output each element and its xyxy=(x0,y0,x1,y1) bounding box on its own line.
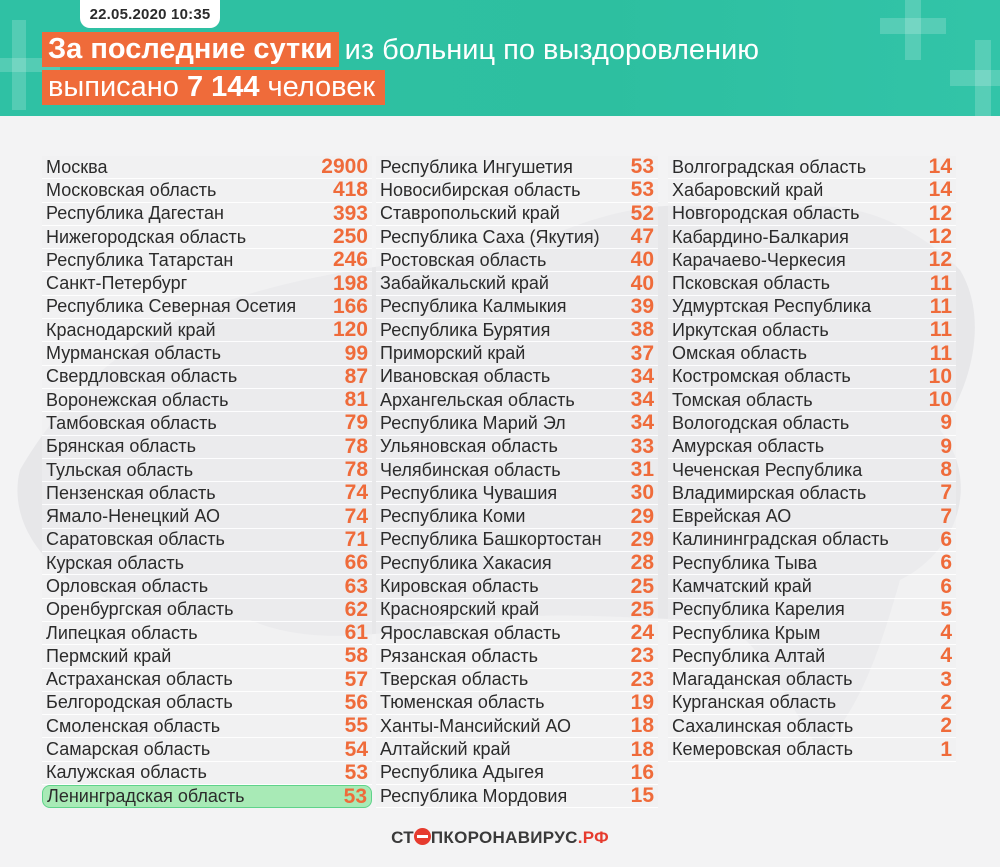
region-name: Брянская область xyxy=(46,436,196,457)
region-row xyxy=(668,575,956,598)
region-row xyxy=(668,505,956,528)
region-row xyxy=(668,296,956,319)
region-value: 25 xyxy=(630,574,654,598)
region-value: 250 xyxy=(332,225,368,249)
region-value: 52 xyxy=(630,201,654,225)
region-value: 166 xyxy=(332,294,368,318)
region-row xyxy=(668,272,956,295)
region-name: Республика Башкортостан xyxy=(380,529,602,550)
region-value: 55 xyxy=(344,714,368,738)
region-value: 2 xyxy=(940,714,952,738)
region-name: Санкт-Петербург xyxy=(46,273,188,294)
region-value: 7 xyxy=(940,481,952,505)
region-name: Вологодская область xyxy=(672,412,850,433)
stopcoronavirus-logo xyxy=(0,828,1000,848)
region-value: 11 xyxy=(929,341,952,365)
region-row xyxy=(376,226,658,249)
logo-text-main: ПКОРОНАВИРУС xyxy=(430,828,578,847)
region-row xyxy=(668,319,956,342)
region-name: Забайкальский край xyxy=(380,273,549,294)
region-value: 66 xyxy=(344,551,368,575)
region-value: 56 xyxy=(344,690,368,714)
region-value: 16 xyxy=(630,760,654,784)
region-row xyxy=(42,785,372,808)
decorative-cross xyxy=(950,70,1000,86)
region-row xyxy=(376,412,658,435)
region-name: Ямало-Ненецкий АО xyxy=(46,506,220,527)
region-value: 9 xyxy=(940,411,952,435)
region-value: 25 xyxy=(630,597,654,621)
region-row xyxy=(376,459,658,482)
region-name: Республика Саха (Якутия) xyxy=(380,226,600,247)
headline-prefix: выписано xyxy=(48,71,179,103)
region-name: Хабаровский край xyxy=(672,179,824,200)
headline-line-2 xyxy=(42,70,385,105)
region-value: 12 xyxy=(928,248,952,272)
region-row xyxy=(668,366,956,389)
region-name: Ивановская область xyxy=(380,366,551,387)
region-row xyxy=(668,156,956,179)
region-name: Липецкая область xyxy=(46,622,198,643)
region-value: 47 xyxy=(630,225,654,249)
region-row xyxy=(668,179,956,202)
region-row xyxy=(376,622,658,645)
region-value: 62 xyxy=(344,597,368,621)
region-name: Костромская область xyxy=(672,366,851,387)
region-name: Архангельская область xyxy=(380,389,575,410)
region-name: Магаданская область xyxy=(672,669,853,690)
region-row xyxy=(42,529,372,552)
stop-icon xyxy=(414,828,431,845)
region-name: Москва xyxy=(46,156,108,177)
region-row xyxy=(376,505,658,528)
region-value: 6 xyxy=(940,574,952,598)
region-row xyxy=(42,505,372,528)
region-row xyxy=(42,179,372,202)
region-name: Республика Адыгея xyxy=(380,762,544,783)
region-value: 57 xyxy=(344,667,368,691)
region-row xyxy=(376,249,658,272)
region-row xyxy=(668,203,956,226)
region-name: Курская область xyxy=(46,552,184,573)
region-value: 7 xyxy=(940,504,952,528)
region-name: Ленинградская область xyxy=(47,786,245,807)
region-name: Московская область xyxy=(46,179,217,200)
region-name: Новосибирская область xyxy=(380,179,581,200)
region-value: 61 xyxy=(344,621,368,645)
region-name: Амурская область xyxy=(672,436,825,457)
region-name: Нижегородская область xyxy=(46,226,247,247)
region-value: 24 xyxy=(630,621,654,645)
region-row xyxy=(376,482,658,505)
date-badge: 22.05.2020 10:35 xyxy=(80,0,220,28)
region-name: Республика Бурятия xyxy=(380,319,551,340)
region-row xyxy=(668,342,956,365)
region-value: 246 xyxy=(332,248,368,272)
region-value: 11 xyxy=(929,294,952,318)
region-name: Еврейская АО xyxy=(672,506,792,527)
region-row xyxy=(42,692,372,715)
region-value: 1 xyxy=(940,737,952,761)
region-row xyxy=(376,436,658,459)
region-value: 18 xyxy=(630,714,654,738)
region-value: 10 xyxy=(928,388,952,412)
region-name: Приморский край xyxy=(380,343,526,364)
region-row xyxy=(668,622,956,645)
region-row xyxy=(376,179,658,202)
region-value: 198 xyxy=(332,271,368,295)
region-value: 11 xyxy=(929,271,952,295)
region-value: 6 xyxy=(940,551,952,575)
region-name: Орловская область xyxy=(46,575,209,596)
region-value: 23 xyxy=(630,644,654,668)
region-value: 8 xyxy=(940,458,952,482)
region-row xyxy=(42,272,372,295)
region-name: Новгородская область xyxy=(672,203,860,224)
region-name: Кировская область xyxy=(380,575,539,596)
region-name: Курганская область xyxy=(672,692,837,713)
region-row xyxy=(376,156,658,179)
region-row xyxy=(668,529,956,552)
region-row xyxy=(668,389,956,412)
region-name: Свердловская область xyxy=(46,366,238,387)
region-name: Псковская область xyxy=(672,273,831,294)
region-value: 79 xyxy=(344,411,368,435)
region-name: Мурманская область xyxy=(46,343,222,364)
region-value: 53 xyxy=(343,784,367,808)
region-name: Оренбургская область xyxy=(46,599,234,620)
region-row xyxy=(42,575,372,598)
region-row xyxy=(668,412,956,435)
region-name: Республика Алтай xyxy=(672,645,826,666)
region-row xyxy=(376,599,658,622)
region-value: 9 xyxy=(940,434,952,458)
region-value: 74 xyxy=(344,504,368,528)
region-value: 5 xyxy=(940,597,952,621)
region-name: Рязанская область xyxy=(380,645,539,666)
region-name: Челябинская область xyxy=(380,459,561,480)
region-name: Красноярский край xyxy=(380,599,540,620)
region-row xyxy=(42,412,372,435)
logo-domain: .РФ xyxy=(577,828,609,847)
region-row xyxy=(668,645,956,668)
region-value: 34 xyxy=(630,388,654,412)
region-row xyxy=(42,599,372,622)
region-value: 12 xyxy=(928,225,952,249)
region-row xyxy=(376,715,658,738)
headline-line-1 xyxy=(42,32,759,67)
decorative-cross xyxy=(880,18,946,34)
region-value: 393 xyxy=(332,201,368,225)
region-row xyxy=(42,226,372,249)
region-row xyxy=(668,738,956,761)
region-value: 63 xyxy=(344,574,368,598)
region-name: Республика Хакасия xyxy=(380,552,552,573)
region-value: 78 xyxy=(344,458,368,482)
region-row xyxy=(42,389,372,412)
region-value: 37 xyxy=(630,341,654,365)
headline-highlight: За последние сутки xyxy=(42,32,339,67)
region-name: Кемеровская область xyxy=(672,739,853,760)
region-row xyxy=(376,669,658,692)
region-value: 4 xyxy=(940,621,952,645)
region-name: Саратовская область xyxy=(46,529,225,550)
region-value: 30 xyxy=(630,481,654,505)
region-value: 53 xyxy=(344,760,368,784)
region-name: Республика Карелия xyxy=(672,599,845,620)
region-name: Республика Тыва xyxy=(672,552,818,573)
region-name: Белгородская область xyxy=(46,692,233,713)
region-row xyxy=(42,459,372,482)
region-row xyxy=(42,715,372,738)
region-name: Тюменская область xyxy=(380,692,545,713)
region-value: 31 xyxy=(630,458,654,482)
region-value: 81 xyxy=(344,388,368,412)
region-name: Томская область xyxy=(672,389,813,410)
region-name: Астраханская область xyxy=(46,669,233,690)
region-name: Камчатский край xyxy=(672,575,812,596)
logo-text-prefix: СТ xyxy=(391,828,414,847)
region-value: 3 xyxy=(940,667,952,691)
region-name: Иркутская область xyxy=(672,319,829,340)
region-row xyxy=(668,599,956,622)
region-value: 23 xyxy=(630,667,654,691)
region-name: Республика Мордовия xyxy=(380,785,568,806)
region-name: Ростовская область xyxy=(380,249,547,270)
region-value: 418 xyxy=(332,178,368,202)
region-row xyxy=(42,436,372,459)
region-value: 39 xyxy=(630,294,654,318)
region-row xyxy=(376,342,658,365)
region-name: Республика Марий Эл xyxy=(380,412,566,433)
region-name: Алтайский край xyxy=(380,739,511,760)
region-name: Карачаево-Черкесия xyxy=(672,249,846,270)
region-value: 10 xyxy=(928,364,952,388)
region-value: 15 xyxy=(630,784,654,808)
region-name: Волгоградская область xyxy=(672,156,867,177)
region-value: 38 xyxy=(630,318,654,342)
regions-column-1 xyxy=(42,156,372,808)
region-row xyxy=(668,552,956,575)
region-row xyxy=(42,296,372,319)
region-row xyxy=(668,692,956,715)
headline-suffix: человек xyxy=(267,71,376,103)
region-value: 78 xyxy=(344,434,368,458)
region-value: 29 xyxy=(630,527,654,551)
region-row xyxy=(668,249,956,272)
region-value: 18 xyxy=(630,737,654,761)
region-value: 2900 xyxy=(321,155,368,179)
region-row xyxy=(376,366,658,389)
region-value: 58 xyxy=(344,644,368,668)
region-name: Воронежская область xyxy=(46,389,229,410)
region-name: Удмуртская Республика xyxy=(672,296,872,317)
region-row xyxy=(376,319,658,342)
region-name: Республика Ингушетия xyxy=(380,156,573,177)
region-value: 19 xyxy=(630,690,654,714)
region-name: Ульяновская область xyxy=(380,436,558,457)
region-name: Омская область xyxy=(672,343,808,364)
region-row xyxy=(42,342,372,365)
region-row xyxy=(376,529,658,552)
region-name: Самарская область xyxy=(46,739,211,760)
region-value: 4 xyxy=(940,644,952,668)
region-value: 53 xyxy=(630,155,654,179)
region-value: 29 xyxy=(630,504,654,528)
region-name: Республика Чувашия xyxy=(380,482,558,503)
region-row xyxy=(376,389,658,412)
region-row xyxy=(376,785,658,808)
region-name: Республика Татарстан xyxy=(46,249,234,270)
region-row xyxy=(376,272,658,295)
region-value: 11 xyxy=(929,318,952,342)
region-value: 12 xyxy=(928,201,952,225)
region-value: 28 xyxy=(630,551,654,575)
region-row xyxy=(42,645,372,668)
header-banner xyxy=(0,0,1000,116)
region-row xyxy=(376,738,658,761)
region-row xyxy=(668,459,956,482)
region-name: Чеченская Республика xyxy=(672,459,863,480)
region-row xyxy=(42,762,372,785)
region-name: Республика Коми xyxy=(380,506,526,527)
region-value: 14 xyxy=(928,155,952,179)
region-name: Ставропольский край xyxy=(380,203,560,224)
region-row xyxy=(376,762,658,785)
region-value: 54 xyxy=(344,737,368,761)
regions-column-3 xyxy=(668,156,956,762)
region-name: Краснодарский край xyxy=(46,319,216,340)
region-row xyxy=(668,226,956,249)
region-value: 34 xyxy=(630,364,654,388)
region-row xyxy=(376,645,658,668)
region-name: Кабардино-Балкария xyxy=(672,226,849,247)
region-name: Республика Северная Осетия xyxy=(46,296,297,317)
region-value: 34 xyxy=(630,411,654,435)
region-row xyxy=(668,482,956,505)
region-name: Владимирская область xyxy=(672,482,867,503)
region-name: Тамбовская область xyxy=(46,412,217,433)
region-row xyxy=(42,738,372,761)
region-value: 40 xyxy=(630,271,654,295)
region-name: Калининградская область xyxy=(672,529,889,550)
region-row xyxy=(668,669,956,692)
region-value: 87 xyxy=(344,364,368,388)
region-name: Ханты-Мансийский АО xyxy=(380,715,571,736)
region-row xyxy=(42,482,372,505)
region-row xyxy=(376,575,658,598)
region-name: Ярославская область xyxy=(380,622,561,643)
headline-total xyxy=(42,70,385,105)
region-value: 99 xyxy=(344,341,368,365)
region-value: 6 xyxy=(940,527,952,551)
region-row xyxy=(376,552,658,575)
region-value: 40 xyxy=(630,248,654,272)
region-row xyxy=(42,203,372,226)
region-row xyxy=(42,622,372,645)
region-name: Смоленская область xyxy=(46,715,221,736)
region-row xyxy=(42,669,372,692)
region-row xyxy=(668,436,956,459)
headline-number: 7 144 xyxy=(186,71,260,103)
region-value: 14 xyxy=(928,178,952,202)
region-value: 53 xyxy=(630,178,654,202)
region-row xyxy=(376,296,658,319)
region-value: 33 xyxy=(630,434,654,458)
region-name: Тверская область xyxy=(380,669,529,690)
region-row xyxy=(42,249,372,272)
region-name: Республика Калмыкия xyxy=(380,296,567,317)
region-name: Тульская область xyxy=(46,459,194,480)
region-row xyxy=(668,715,956,738)
region-row xyxy=(42,552,372,575)
region-value: 74 xyxy=(344,481,368,505)
region-name: Республика Крым xyxy=(672,622,821,643)
regions-column-2 xyxy=(376,156,658,808)
region-name: Пензенская область xyxy=(46,482,216,503)
region-name: Пермский край xyxy=(46,645,172,666)
region-value: 120 xyxy=(332,318,368,342)
region-name: Республика Дагестан xyxy=(46,203,224,224)
region-row xyxy=(42,319,372,342)
region-row xyxy=(376,203,658,226)
region-value: 71 xyxy=(344,527,368,551)
region-name: Сахалинская область xyxy=(672,715,854,736)
region-row xyxy=(42,156,372,179)
headline-text: из больниц по выздоровлению xyxy=(344,33,760,66)
region-row xyxy=(42,366,372,389)
region-row xyxy=(376,692,658,715)
region-value: 2 xyxy=(940,690,952,714)
region-name: Калужская область xyxy=(46,762,207,783)
